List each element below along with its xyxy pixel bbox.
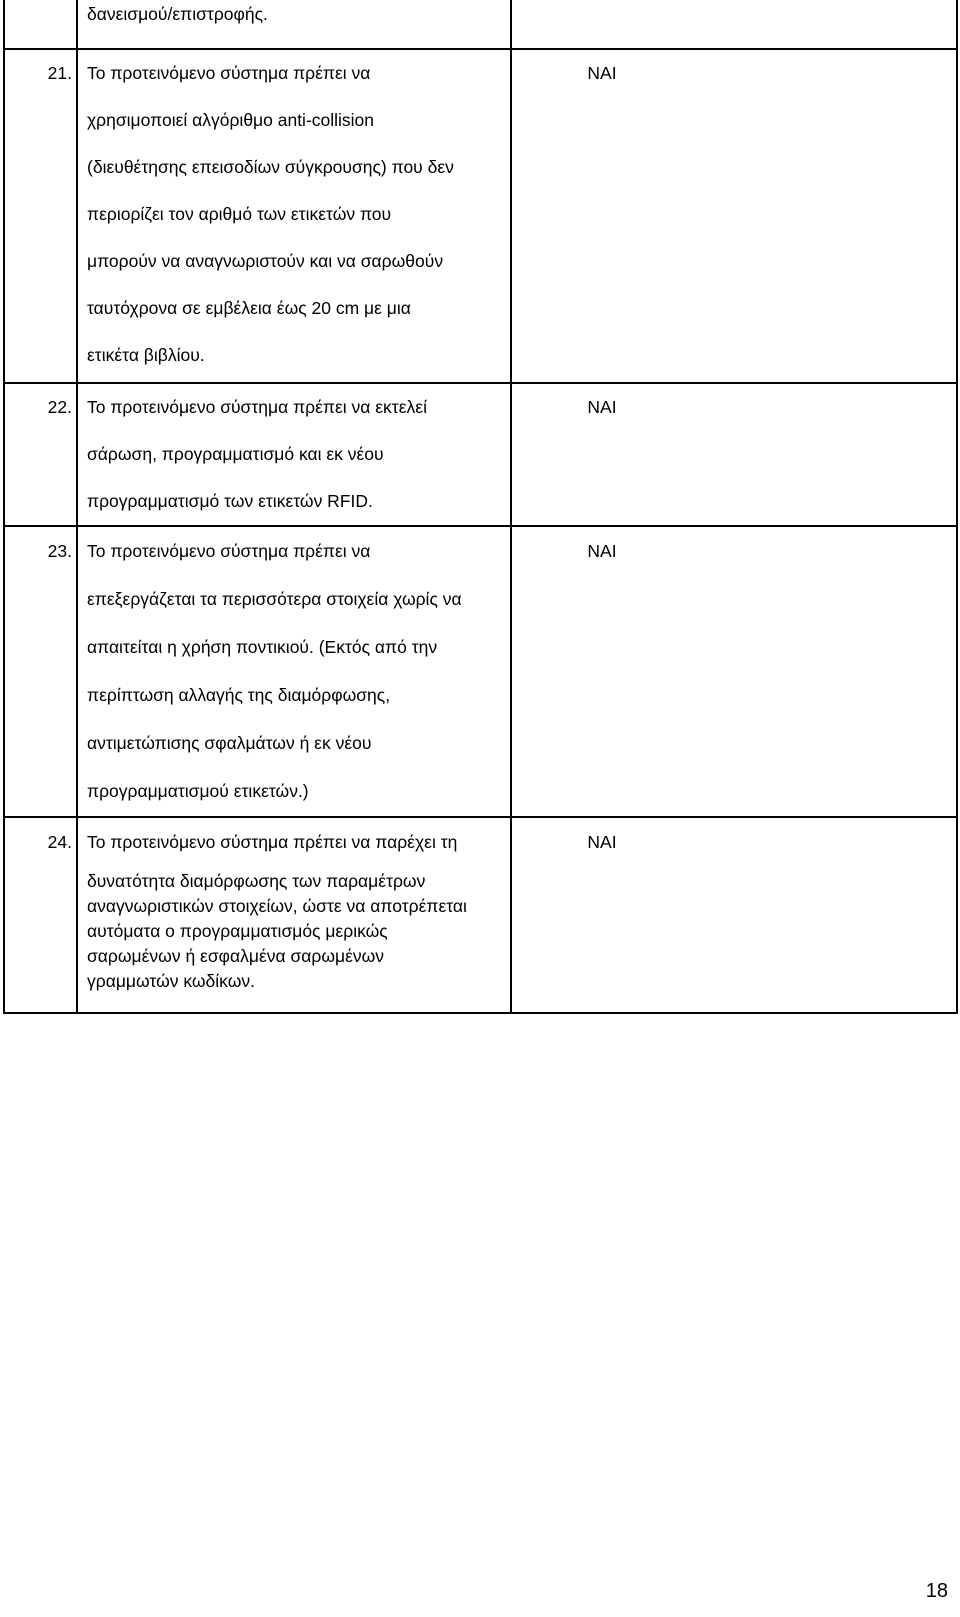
requirement-line: (διευθέτησης επεισοδίων σύγκρουσης) που δεν — [87, 157, 454, 177]
row-number: 21. — [47, 63, 72, 83]
answer-cell — [511, 0, 957, 49]
row-number-cell — [4, 526, 77, 817]
requirement-line: Το προτεινόμενο σύστημα πρέπει να παρέχει τη — [87, 832, 458, 852]
answer-cell — [511, 383, 957, 526]
requirement-line: περίπτωση αλλαγής της διαμόρφωσης, — [87, 685, 391, 705]
answer-cell — [511, 817, 957, 1013]
answer-value: ΝΑΙ — [587, 63, 617, 83]
requirement-line: αυτόματα ο προγραμματισμός μερικώς — [87, 921, 388, 941]
row-number: 24. — [47, 832, 72, 852]
table-row — [4, 383, 957, 526]
requirement-text-cell — [77, 49, 511, 383]
requirement-line: προγραμματισμού ετικετών.) — [87, 781, 309, 801]
answer-cell — [511, 49, 957, 383]
requirement-text-cell — [77, 0, 511, 49]
row-number: 23. — [47, 541, 72, 561]
table-row — [4, 0, 957, 49]
requirement-line: αναγνωριστικών στοιχείων, ώστε να αποτρέπεται — [87, 896, 467, 916]
requirement-text-cell — [77, 526, 511, 817]
requirement-line: Το προτεινόμενο σύστημα πρέπει να εκτελεί — [87, 397, 427, 417]
requirement-line: χρησιμοποιεί αλγόριθμο anti-collision — [87, 110, 375, 130]
requirement-line: δυνατότητα διαμόρφωσης των παραμέτρων — [87, 871, 426, 891]
requirement-text-cell — [77, 817, 511, 1013]
requirement-line: επεξεργάζεται τα περισσότερα στοιχεία χωρίς να — [87, 589, 462, 609]
requirement-line: Το προτεινόμενο σύστημα πρέπει να — [87, 541, 371, 561]
requirement-line: περιορίζει τον αριθμό των ετικετών που — [87, 204, 392, 224]
requirement-line: απαιτείται η χρήση ποντικιού. (Εκτός από την — [87, 637, 438, 657]
table-row — [4, 817, 957, 1013]
answer-cell — [511, 526, 957, 817]
row-number-cell — [4, 383, 77, 526]
requirement-line: ετικέτα βιβλίου. — [87, 345, 205, 365]
requirement-line: Το προτεινόμενο σύστημα πρέπει να — [87, 63, 371, 83]
row-number-cell — [4, 49, 77, 383]
requirement-line: γραμμωτών κωδίκων. — [87, 971, 255, 991]
table-row — [4, 526, 957, 817]
requirement-line: δανεισμού/επιστροφής. — [87, 4, 268, 24]
answer-value: ΝΑΙ — [587, 541, 617, 561]
requirement-text-cell — [77, 383, 511, 526]
row-number-cell — [4, 817, 77, 1013]
page-number: 18 — [925, 1580, 948, 1602]
requirement-line: ταυτόχρονα σε εμβέλεια έως 20 cm με μια — [87, 298, 411, 318]
answer-value: ΝΑΙ — [587, 832, 617, 852]
requirement-line: μπορούν να αναγνωριστούν και να σαρωθούν — [87, 251, 444, 271]
requirement-line: αντιμετώπισης σφαλμάτων ή εκ νέου — [87, 733, 372, 753]
requirement-line: σαρωμένων ή εσφαλμένα σαρωμένων — [87, 946, 385, 966]
table-row — [4, 49, 957, 383]
answer-value: ΝΑΙ — [587, 397, 617, 417]
requirement-line: σάρωση, προγραμματισμό και εκ νέου — [87, 444, 384, 464]
row-number-cell — [4, 0, 77, 49]
requirements-table — [3, 0, 958, 1014]
row-number: 22. — [47, 397, 72, 417]
requirement-line: προγραμματισμό των ετικετών RFID. — [87, 491, 373, 511]
